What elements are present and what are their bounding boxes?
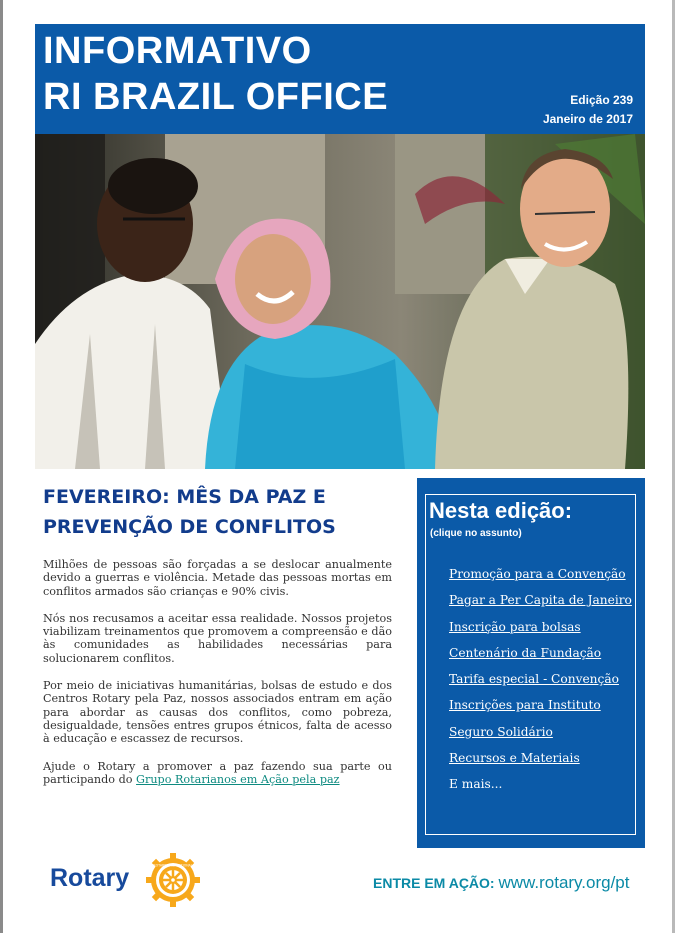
rotary-url-link[interactable]: www.rotary.org/pt — [498, 873, 630, 892]
newsletter-title-line1: INFORMATIVO — [43, 30, 312, 72]
topic-more: E mais... — [449, 777, 503, 792]
topic-link-resources[interactable]: Recursos e Materiais — [449, 751, 580, 766]
in-this-issue-panel — [417, 478, 645, 848]
panel-title: Nesta edição: — [429, 498, 573, 523]
topic-link-scholarships[interactable]: Inscrição para bolsas — [449, 619, 581, 634]
topic-link-institute-registration[interactable]: Inscrições para Instituto — [449, 698, 601, 713]
topic-link-solidarity-insurance[interactable]: Seguro Solidário — [449, 724, 553, 739]
topic-link-convention-promo[interactable]: Promoção para a Convenção — [449, 567, 626, 581]
topic-link-foundation-centennial[interactable]: Centenário da Fundação — [449, 645, 602, 660]
article-paragraph-last — [43, 760, 392, 787]
article-paragraph: Milhões de pessoas são forçadas a se deslocar anualmente devido a guerras e violência. Metade das pessoas mortas em conflitos armados são crianças e 90% civis. — [43, 558, 392, 598]
call-to-action — [373, 873, 630, 893]
rotary-logo-text: Rotary — [50, 864, 130, 892]
article-paragraph-text: Ajude o Rotary a promover a paz fazendo sua parte ou participando do — [43, 759, 392, 786]
topic-link-special-rate[interactable]: Tarifa especial - Convenção — [449, 672, 619, 687]
article-paragraph: Por meio de iniciativas humanitárias, bolsas de estudo e dos Centros Rotary pela Paz, nossos associados entram em ação para abordar as causas dos conflitos, como pobreza, desigualdade, tensões entres grupos étnicos, falta de acesso à educação e escassez de recursos. — [43, 679, 392, 746]
peace-group-link[interactable]: Grupo Rotarianos em Ação pela paz — [136, 772, 340, 786]
newsletter-title-line2: RI BRAZIL OFFICE — [43, 76, 389, 118]
topic-link-per-capita[interactable]: Pagar a Per Capita de Janeiro — [449, 593, 632, 608]
article-headline-line1: FEVEREIRO: MÊS DA PAZ E — [43, 486, 326, 508]
panel-subtitle: (clique no assunto) — [430, 528, 522, 539]
hero-photo-illustration — [35, 134, 645, 469]
rotary-wheel-icon — [145, 852, 201, 908]
edition-number: Edição 239 — [570, 93, 633, 107]
page-edge-left — [0, 0, 3, 933]
cta-label: ENTRE EM AÇÃO: — [373, 875, 495, 891]
article-headline — [43, 482, 393, 542]
issue-topics-list — [449, 567, 639, 804]
article-headline-line2: PREVENÇÃO DE CONFLITOS — [43, 516, 336, 538]
article-body — [43, 558, 392, 800]
hero-photo — [35, 134, 645, 469]
article-paragraph: Nós nos recusamos a aceitar essa realidade. Nossos projetos viabilizam treinamentos que promovem a compreensão e dão às comunidades as habilidades necessárias para solucionarem conflitos. — [43, 611, 392, 665]
newsletter-header — [35, 24, 645, 134]
edition-date: Janeiro de 2017 — [542, 112, 633, 126]
rotary-wheel-text: ROTARY INTERNATIONAL — [153, 863, 193, 868]
